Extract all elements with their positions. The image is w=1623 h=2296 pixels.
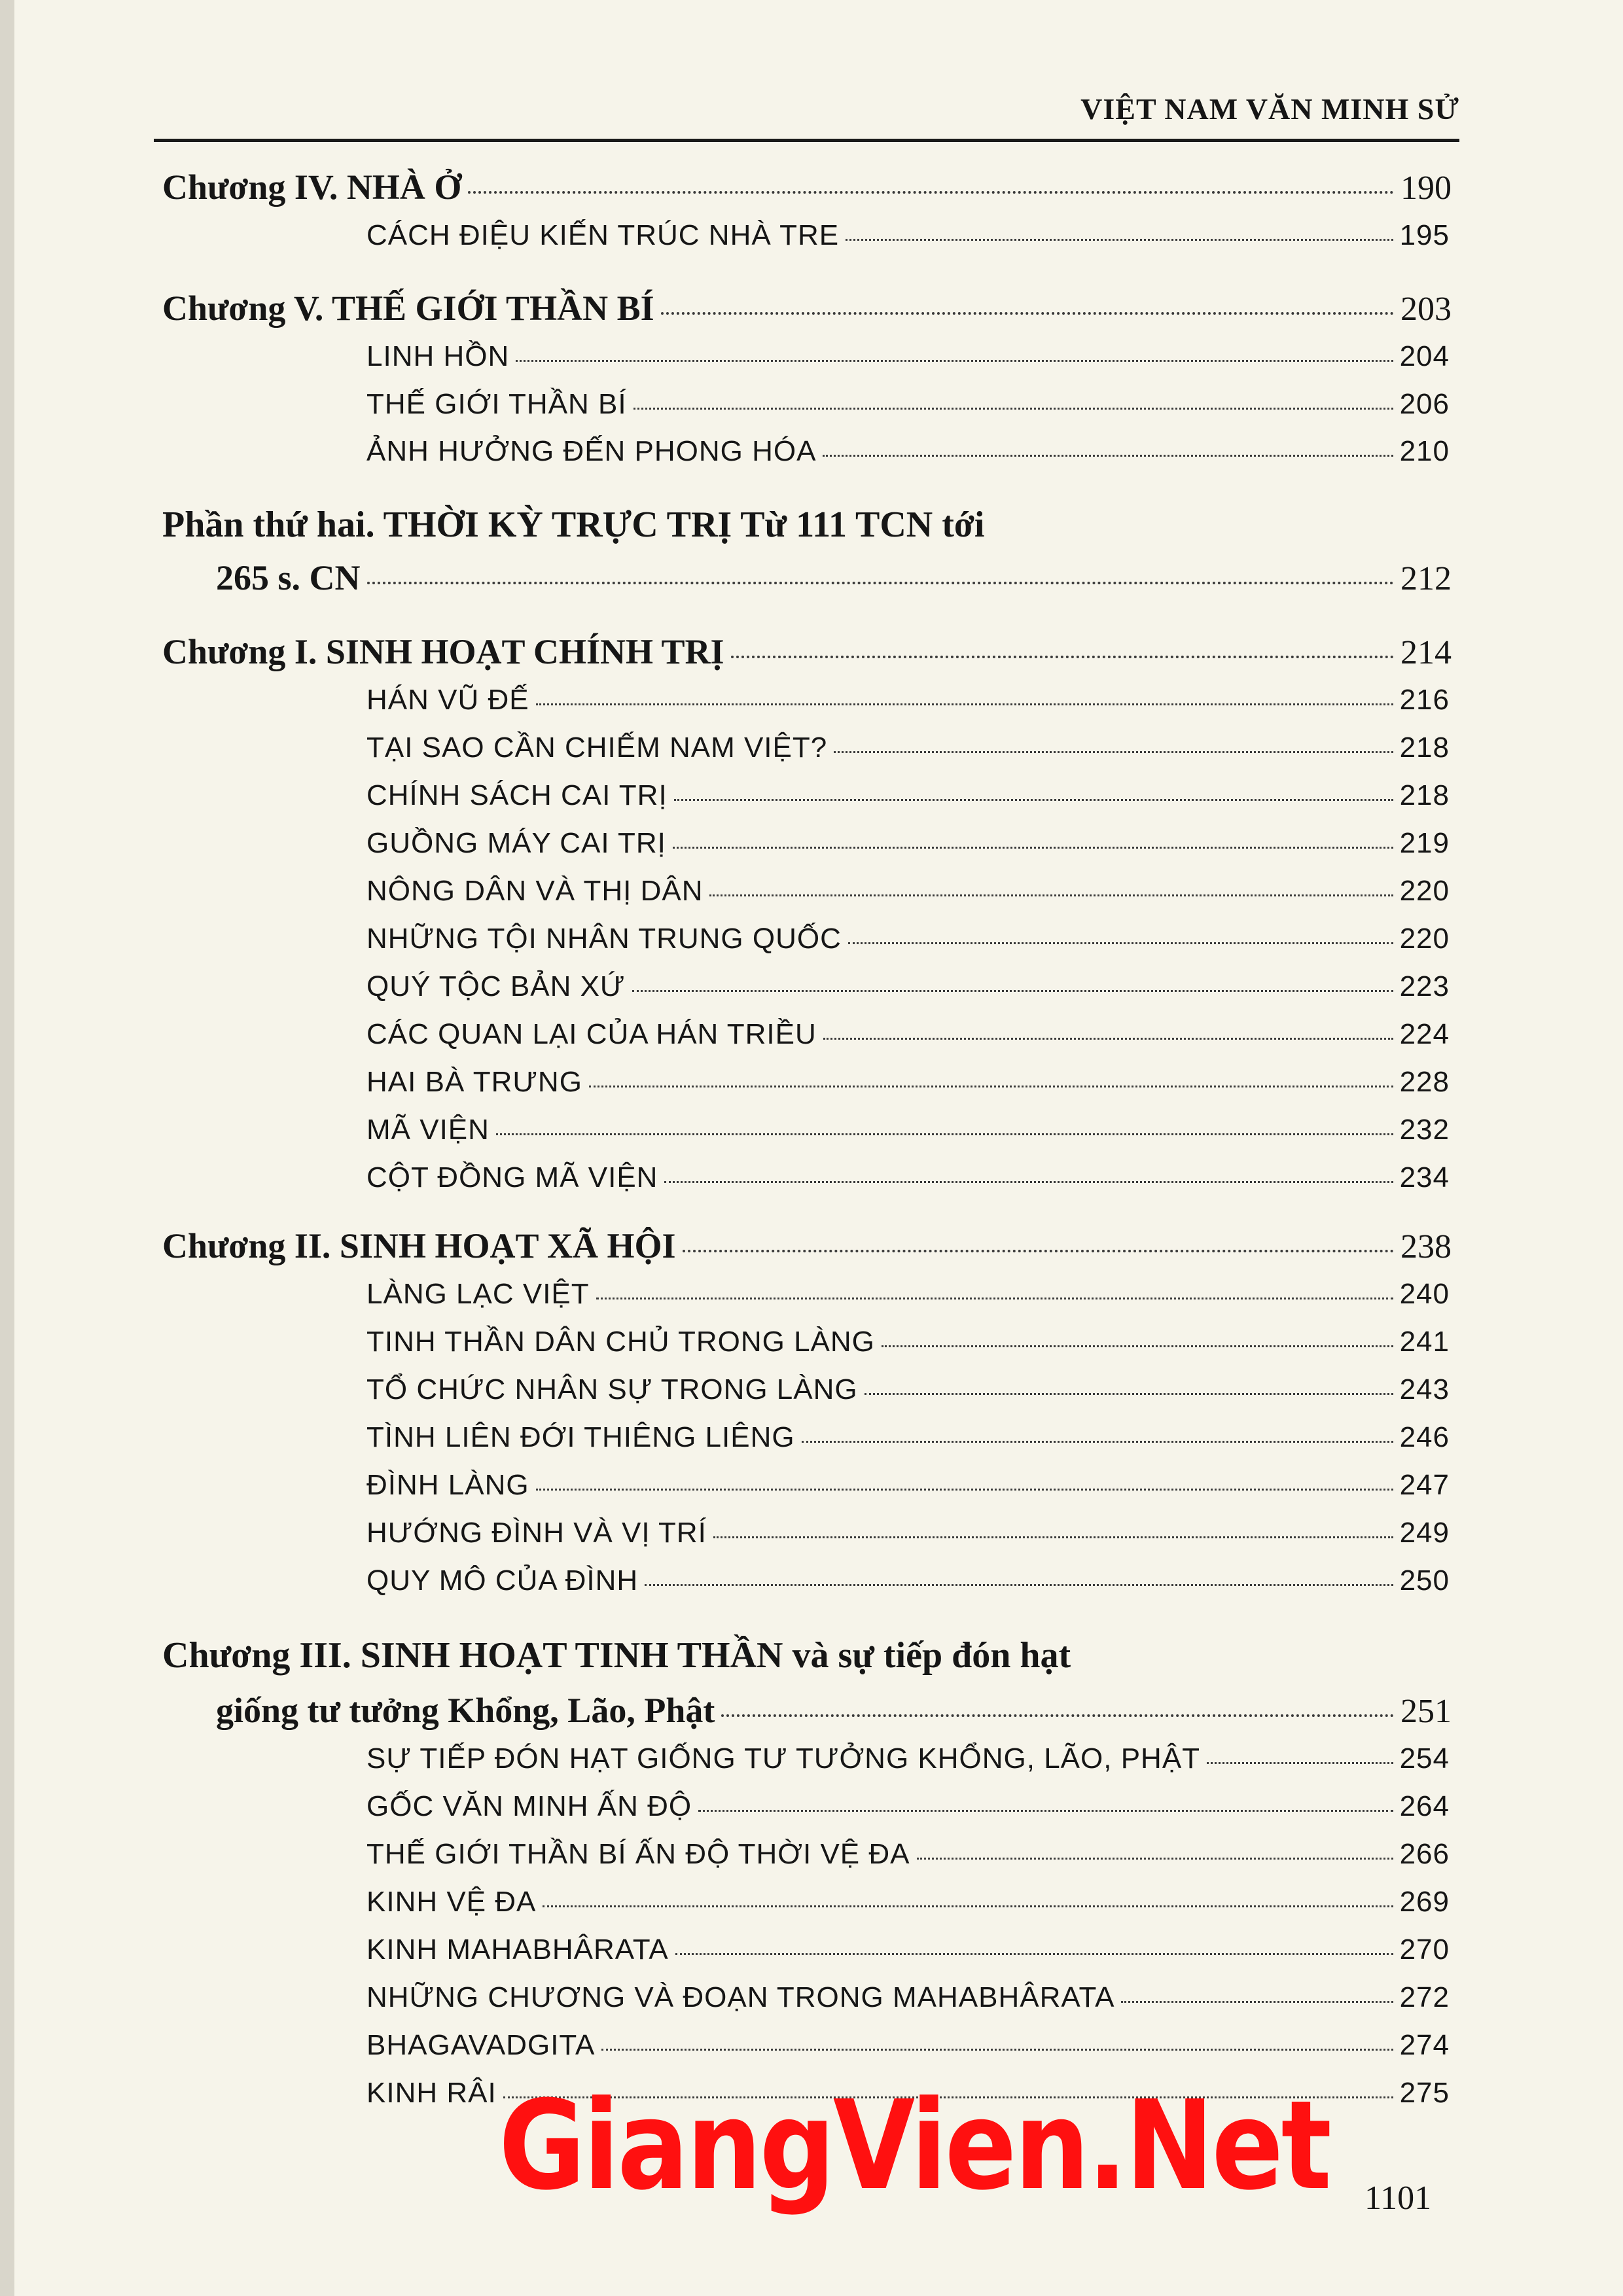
toc-item: TÌNH LIÊN ĐỚI THIÊNG LIÊNG 246 [366,1421,1450,1453]
part-2-chapter-3-title: Chương III. SINH HOẠT TINH THẦN và sự tiếp đón hạt [162,1635,1071,1676]
toc-item: HÁN VŨ ĐẾ 216 [366,684,1450,716]
toc-item: LINH HỒN 204 [366,340,1450,372]
dot-leader [721,1714,1394,1717]
toc-item: GỐC VĂN MINH ẤN ĐỘ 264 [366,1790,1450,1822]
dot-leader [516,360,1393,362]
toc-item: CÁCH ĐIỆU KIẾN TRÚC NHÀ TRE 195 [366,219,1450,251]
dot-leader [675,1953,1393,1955]
toc-item: NÔNG DÂN VÀ THỊ DÂN 220 [366,875,1450,907]
chapter-5-page: 203 [1400,291,1452,328]
dot-leader [713,1536,1393,1538]
toc-item: QUÝ TỘC BẢN XỨ 223 [366,970,1450,1002]
dot-leader [802,1441,1393,1443]
dot-leader [536,703,1393,705]
dot-leader [632,990,1393,992]
toc-item: ẢNH HƯỞNG ĐẾN PHONG HÓA 210 [366,435,1450,467]
toc-item: THẾ GIỚI THẦN BÍ 206 [366,388,1450,420]
toc-item: HAI BÀ TRƯNG 228 [366,1066,1450,1098]
dot-leader [543,1905,1393,1907]
toc-chapter-5 [162,288,1452,328]
toc-item: LÀNG LẠC VIỆT 240 [366,1278,1450,1310]
toc-item: KINH VỆ ĐA 269 [366,1886,1450,1918]
dot-leader [536,1489,1393,1491]
dot-leader [601,2049,1393,2051]
toc-chapter-4 [162,167,1452,207]
chapter-4-label: Chương IV. NHÀ Ở [162,168,462,207]
dot-leader [917,1858,1393,1860]
toc-item: CỘT ĐỒNG MÃ VIỆN 234 [366,1161,1450,1193]
toc-item: ĐÌNH LÀNG 247 [366,1469,1450,1501]
toc-item: CÁC QUAN LẠI CỦA HÁN TRIỀU 224 [366,1018,1450,1050]
toc-item: NHỮNG CHƯƠNG VÀ ĐOẠN TRONG MAHABHÂRATA 272 [366,1981,1450,2013]
toc-item: CHÍNH SÁCH CAI TRỊ 218 [366,779,1450,811]
dot-leader [834,751,1393,753]
dot-leader [848,942,1393,944]
toc-item: KINH RÂI 275 [366,2077,1450,2109]
toc-item: HƯỚNG ĐÌNH VÀ VỊ TRÍ 249 [366,1517,1450,1549]
dot-leader [1121,2001,1393,2003]
page-number: 1101 [1364,2180,1432,2217]
dot-leader [496,1133,1393,1135]
part-2-title: Phần thứ hai. THỜI KỲ TRỰC TRỊ Từ 111 TCN tới [162,504,985,545]
dot-leader [468,191,1394,194]
toc-item: SỰ TIẾP ĐÓN HẠT GIỐNG TƯ TƯỞNG KHỔNG, LÃO, PHẬT 254 [366,1742,1450,1775]
toc-part-2-chapter-2: Chương II. SINH HOẠT XÃ HỘI 238 [162,1226,1452,1265]
toc-item: BHAGAVADGITA 274 [366,2029,1450,2061]
toc-item: TINH THẦN DÂN CHỦ TRONG LÀNG 241 [366,1326,1450,1358]
dot-leader [673,847,1393,849]
dot-leader [683,1250,1394,1252]
chapter-5-label: Chương V. THẾ GIỚI THẦN BÍ [162,289,654,328]
toc-item: NHỮNG TỘI NHÂN TRUNG QUỐC 220 [366,923,1450,955]
toc-item: QUY MÔ CỦA ĐÌNH 250 [366,1564,1450,1597]
toc-item: TẠI SAO CẦN CHIẾM NAM VIỆT? 218 [366,732,1450,764]
dot-leader [731,656,1394,658]
part-2-page: 212 [1400,560,1452,597]
toc-part-2-chapter-1: Chương I. SINH HOẠT CHÍNH TRỊ 214 [162,632,1452,671]
dot-leader [709,894,1393,896]
dot-leader [674,799,1393,801]
toc-item: MÃ VIỆN 232 [366,1114,1450,1146]
dot-leader [846,239,1393,241]
dot-leader [823,455,1393,457]
dot-leader [661,312,1394,315]
toc-part-2: 265 s. CN 212 [216,558,1452,597]
toc-item: TỔ CHỨC NHÂN SỰ TRONG LÀNG 243 [366,1373,1450,1405]
toc-item: THẾ GIỚI THẦN BÍ ẤN ĐỘ THỜI VỆ ĐA 266 [366,1838,1450,1870]
chapter-4-page: 190 [1400,169,1452,207]
watermark: GiangVien.Net [499,2074,1330,2217]
dot-leader [664,1181,1393,1183]
dot-leader [1207,1762,1393,1764]
dot-leader [882,1345,1393,1347]
dot-leader [596,1298,1393,1299]
dot-leader [633,408,1393,410]
dot-leader [823,1038,1393,1040]
dot-leader [367,582,1394,584]
dot-leader [645,1584,1393,1586]
running-header: VIỆT NAM VĂN MINH SỬ [1080,92,1459,126]
toc-part-2-chapter-3: giống tư tưởng Khổng, Lão, Phật 251 [216,1691,1452,1730]
toc-item: GUỒNG MÁY CAI TRỊ 219 [366,827,1450,859]
toc-item: KINH MAHABHÂRATA 270 [366,1934,1450,1966]
dot-leader [865,1393,1393,1395]
dot-leader [698,1810,1393,1812]
dot-leader [589,1086,1393,1087]
